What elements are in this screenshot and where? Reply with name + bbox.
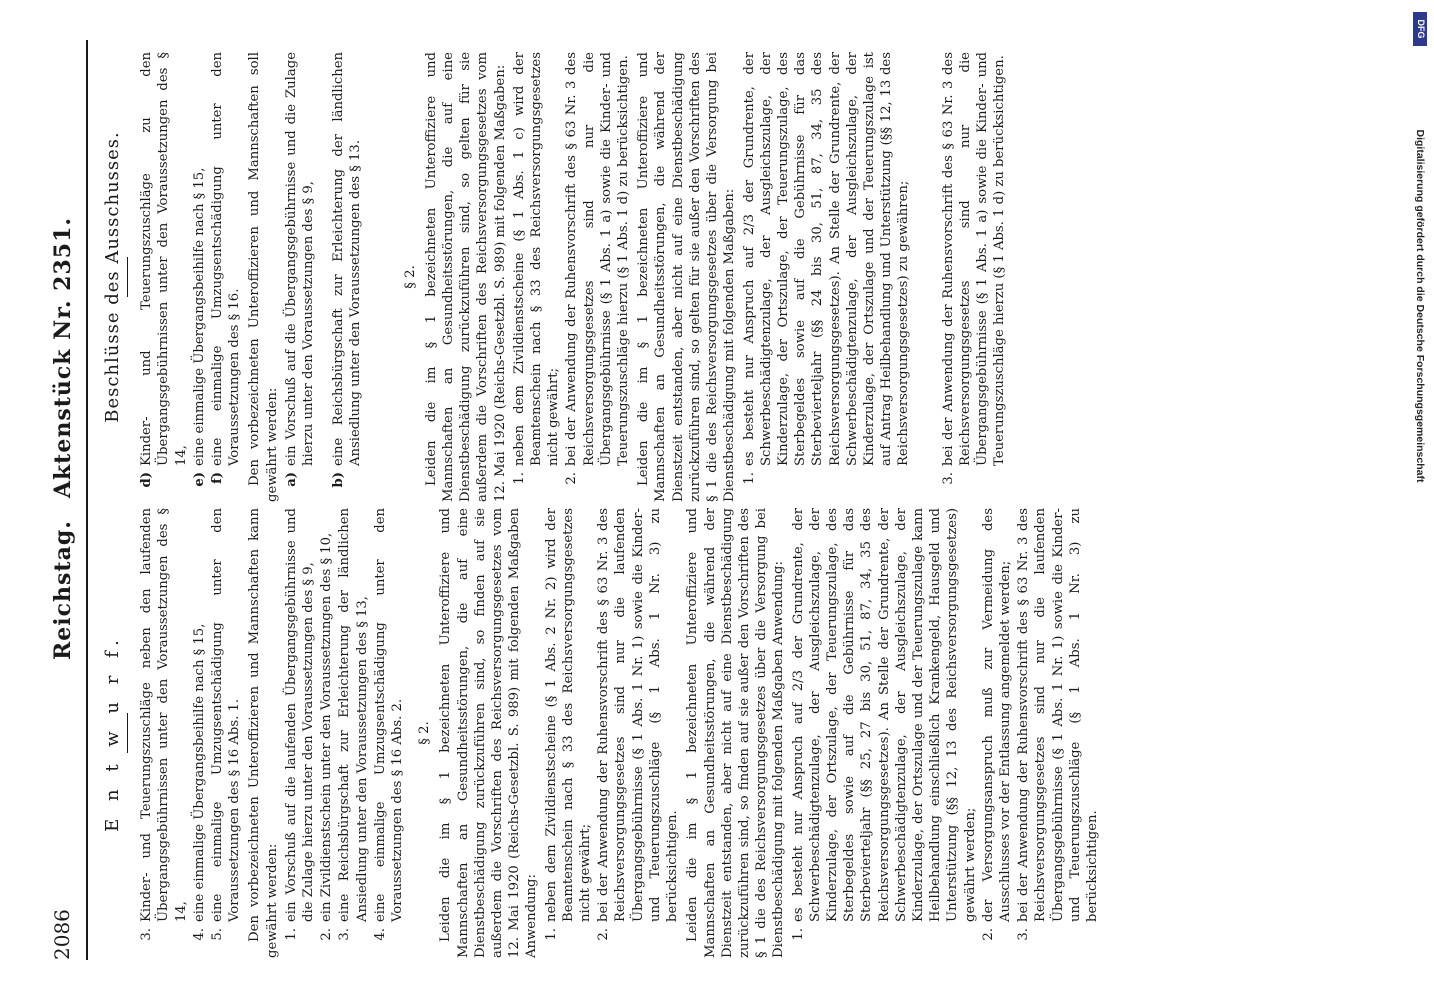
item-text: eine einmalige Übergangsbeihilfe nach § 15, xyxy=(191,167,207,466)
item-marker: 4. xyxy=(372,928,388,941)
paragraph: Leiden die im § 1 bezeichneten Unteroffiziere und Mannschaften an Gesundheitsstörungen, die während der Dienstzeit entstanden, aber nicht auf eine Dienstbeschädigung zurückzuführen sind, so finden auf sie außer den Vorschriften des § 1 die des Reichsversorgungsgesetzes über die Versorgung bei Dienstbeschädigung mit folgenden Maßgaben Anwendung: xyxy=(685,508,787,958)
item-text: Kinder- und Teuerungszuschläge neben den laufenden Übergangsgebührnissen unter den Voraussetzungen des § 14, xyxy=(139,508,189,922)
column-entwurf xyxy=(100,508,1102,958)
list-item xyxy=(283,52,317,502)
item-text: ein Zivildienstschein unter den Voraussetzungen des § 10, xyxy=(319,532,335,922)
section-heading: § 2. xyxy=(417,721,433,745)
title-aktenstueck: Aktenstück Nr. 2351. xyxy=(50,216,76,499)
item-text: es besteht nur Anspruch auf 2/3 der Grundrente, der Schwerbeschädigtenzulage, der Ausgleichszulage, der Kinderzulage, der Ortszulage, der Teuerungszulage, des Sterbegeldes sowie auf die Gebührnisse für das Sterbevierteljahr (§§ 25, 27 bis 30, 51, 87, 34, 35 des Reichsversorgungsgesetzes). An Stelle der Grundrente, der Schwerbeschädigtenzulage, der Ausgleichszulage, der Kinderzulage, der Ortszulage und der Teuerungszulage kann Heilbehandlung einschließlich Krankengeld, Hausgeld und Unterstützung (§§ 12, 13 des Reichsversorgungsgesetzes) gewährt werden; xyxy=(790,508,978,922)
item-marker: 2. xyxy=(564,472,580,485)
list-item xyxy=(138,508,190,958)
running-header xyxy=(48,60,88,960)
list-item xyxy=(1015,508,1101,958)
item-text: eine einmalige Umzugsentschädigung unter den Voraussetzungen des § 16 Abs. 2. xyxy=(372,508,406,922)
item-marker: 3. xyxy=(940,472,956,485)
column-heading-entwurf: E n t w u r f. xyxy=(102,634,123,832)
spacer xyxy=(366,52,392,502)
document-title xyxy=(50,195,76,660)
item-marker: 1. xyxy=(741,472,757,485)
section-heading: § 2. xyxy=(402,265,418,289)
list-item xyxy=(191,508,208,958)
list-item xyxy=(138,52,190,502)
item-marker: 3. xyxy=(1016,928,1032,941)
paragraph: Den vorbezeichneten Unteroffizieren und Mannschaften kann gewährt werden: xyxy=(247,508,280,958)
item-text: es besteht nur Anspruch auf 2/3 der Grundrente, der Schwerbeschädigtenzulage, der Ausgleichszulage, der Kinderzulage, der Ortszulage, der Teuerungszulage, des Sterbegeldes sowie auf die Gebührnisse für das Sterbevierteljahr (§§ 24 bis 30, 51, 87, 34, 35 des Reichsversorgungsgesetzes). An Stelle der Grundrente, der Schwerbeschädigtenzulage, der Ausgleichszulage, der Kinderzulage, der Ortszulage und der Teuerungszulage ist auf Antrag Heilbehandlung und Unterstützung (§§ 12, 13 des Reichsversorgungsgesetzes) zu gewähren; xyxy=(741,52,912,466)
item-marker: 1. xyxy=(543,928,559,941)
paragraph: Den vorbezeichneten Unteroffizieren und Mannschaften soll gewährt werden: xyxy=(247,52,280,502)
funding-note: Digitalisierung gefördert durch die Deutsche Forschungsgemeinschaft xyxy=(1414,129,1426,483)
list-item xyxy=(790,508,979,958)
item-text: der Versorgungsanspruch muß zur Vermeidung des Ausschlusses vor der Entlassung angemeldet werden; xyxy=(980,508,1013,922)
paragraph: Leiden die im § 1 bezeichneten Unteroffiziere und Mannschaften an Gesundheitsstörungen, die auf eine Dienstbeschädigung zurückzuführen sind, so gelten für sie außerdem die Vorschriften des Reichsversorgungsgesetzes vom 12. Mai 1920 (Reichs-Gesetzbl. S. 989) mit folgenden Maßgaben: xyxy=(423,52,508,502)
item-marker: 1. xyxy=(790,928,806,941)
item-marker: 3. xyxy=(139,928,155,941)
heading-rule xyxy=(127,257,128,297)
list-item xyxy=(330,52,364,502)
column-beschluesse xyxy=(100,52,1009,502)
item-marker: 2. xyxy=(596,928,612,941)
list-item xyxy=(980,508,1014,958)
list-item xyxy=(318,508,335,958)
digitization-sidebar xyxy=(1412,10,1428,990)
item-marker: d) xyxy=(139,472,155,488)
list-item xyxy=(741,52,913,502)
item-text: eine Reichsbürgschaft zur Erleichterung der ländlichen Ansiedlung unter den Voraussetzungen des § 13. xyxy=(331,52,364,466)
list-item xyxy=(563,52,632,502)
item-marker: b) xyxy=(331,472,347,488)
list-item xyxy=(543,508,595,958)
dfg-logo-text: DFG xyxy=(1416,19,1426,39)
list-item xyxy=(191,52,208,502)
item-marker: f) xyxy=(210,472,226,484)
title-reichstag: Reichstag. xyxy=(50,520,76,660)
item-text: bei der Anwendung der Ruhensvorschrift des § 63 Nr. 3 des Reichsversorgungsgesetzes sind nur die Übergangsgebührnisse (§ 1 Abs. 1 a) sowie die Kinder- und Teuerungszuschläge hierzu (§ 1 Abs. 1 d) zu berücksichtigen. xyxy=(564,52,632,466)
item-text: Kinder- und Teuerungszuschläge zu den Übergangsgebührnissen unter den Voraussetzungen des § 14, xyxy=(139,52,189,466)
item-text: eine einmalige Übergangsbeihilfe nach § 15, xyxy=(191,623,207,922)
item-text: neben dem Zivildienstscheine (§ 1 Abs. 2 Nr. 2) wird der Beamtenschein nach § 33 des Reichsversorgungsgesetzes nicht gewährt; xyxy=(543,508,594,922)
dfg-logo xyxy=(1413,12,1427,46)
list-item xyxy=(209,508,243,958)
item-marker: 1. xyxy=(283,928,299,941)
column-heading-beschluesse: Beschlüsse des Ausschusses. xyxy=(102,131,123,423)
list-item xyxy=(336,508,370,958)
paragraph: Leiden die im § 1 bezeichneten Unteroffiziere und Mannschaften an Gesundheitsstörungen, die während der Dienstzeit entstanden, aber nicht auf eine Dienstbeschädigung zurückzuführen sind, so gelten für sie außer den Vorschriften des § 1 die des Reichsversorgungsgesetzes über die Versorgung bei Dienstbeschädigung mit folgenden Maßgaben: xyxy=(636,52,738,502)
item-text: eine einmalige Umzugsentschädigung unter den Voraussetzungen des § 16. xyxy=(210,52,243,466)
item-text: bei der Anwendung der Ruhensvorschrift des § 63 Nr. 3 des Reichsversorgungsgesetzes sind nur die laufenden Übergangsgebührnisse (§ 1 Abs. 1 Nr. 1) sowie die Kinder- und Teuerungszuschläge (§ 1 Abs. 1 Nr. 3) zu berücksichtigen. xyxy=(596,508,681,922)
item-text: ein Vorschuß auf die Übergangsgebührnisse und die Zulage hierzu unter den Voraussetzungen des § 9, xyxy=(283,52,317,466)
item-marker: 2. xyxy=(319,928,335,941)
list-item xyxy=(940,52,1009,502)
list-item xyxy=(595,508,681,958)
item-marker: a) xyxy=(283,472,299,487)
spacer xyxy=(914,52,940,502)
item-marker: 4. xyxy=(191,928,207,941)
item-text: eine einmalige Umzugsentschädigung unter den Voraussetzungen des § 16 Abs. 1. xyxy=(210,508,243,922)
item-text: eine Reichsbürgschaft zur Erleichterung der ländlichen Ansiedlung unter den Voraussetzungen des § 13, xyxy=(337,508,370,922)
item-text: bei der Anwendung der Ruhensvorschrift des § 63 Nr. 3 des Reichsversorgungsgesetzes sind nur die laufenden Übergangsgebührnisse (§ 1 Abs. 1 Nr. 1) sowie die Kinder- und Teuerungszuschläge (§ 1 Abs. 1 Nr. 3) zu berücksichtigen. xyxy=(1016,508,1100,922)
item-marker: 5. xyxy=(210,928,226,941)
list-item xyxy=(283,508,317,958)
spacer xyxy=(318,52,330,502)
item-text: neben dem Zivildienstscheine (§ 1 Abs. 1 c) wird der Beamtenschein nach § 33 des Reichsversorgungsgesetzes nicht gewährt; xyxy=(511,52,562,466)
item-marker: 1. xyxy=(511,472,527,485)
item-text: bei der Anwendung der Ruhensvorschrift des § 63 Nr. 3 des Reichsversorgungsgesetzes sind nur die Übergangsgebührnisse (§ 1 Abs. 1 a) sowie die Kinder- und Teuerungszuschläge hierzu (§ 1 Abs. 1 d) zu berücksichtigen. xyxy=(940,52,1008,466)
item-marker: 2. xyxy=(980,928,996,941)
heading-rule xyxy=(127,713,128,753)
item-marker: 3. xyxy=(337,928,353,941)
header-rule xyxy=(86,40,88,960)
list-item xyxy=(511,52,563,502)
list-item xyxy=(209,52,243,502)
item-text: ein Vorschuß auf die laufenden Übergangsgebührnisse und die Zulage hierzu unter den Voraussetzungen des § 9, xyxy=(283,508,317,922)
item-marker: e) xyxy=(191,472,207,487)
paragraph: Leiden die im § 1 bezeichneten Unteroffiziere und Mannschaften an Gesundheitsstörungen, die auf eine Dienstbeschädigung zurückzuführen sind, so finden auf sie außerdem die Vorschriften des Reichsversorgungsgesetzes vom 12. Mai 1920 (Reichs-Gesetzbl. S. 989) mit folgenden Maßgaben Anwendung: xyxy=(438,508,540,958)
page-number: 2086 xyxy=(50,909,74,960)
list-item xyxy=(372,508,406,958)
